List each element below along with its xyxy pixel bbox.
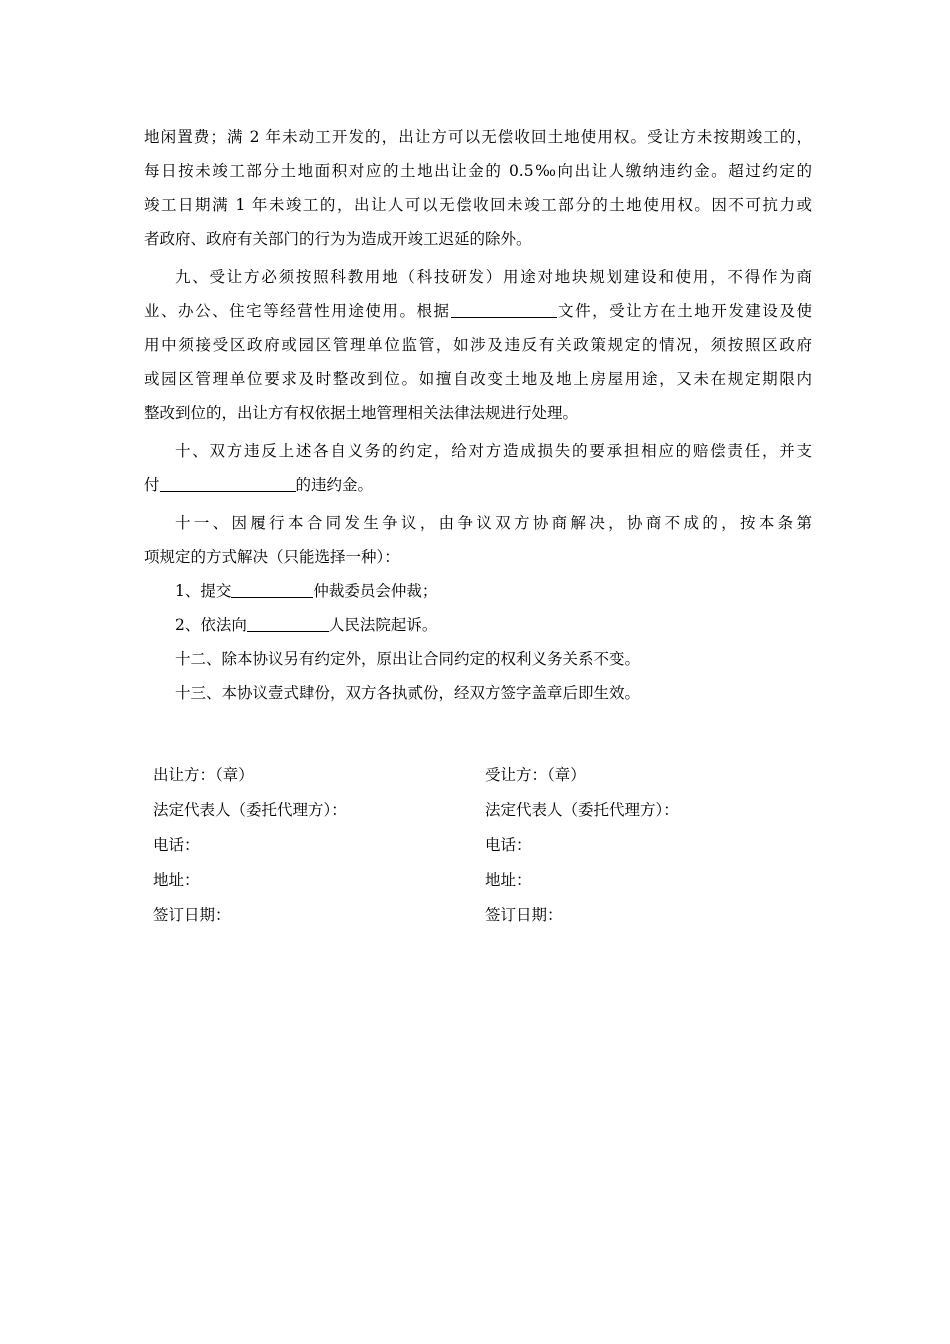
arbitration-option-text: 1、提交 bbox=[175, 582, 232, 600]
article-9-text-after: 文件，受让方在土地开发建设及使 bbox=[556, 302, 812, 320]
transferor-phone-label: 电话： bbox=[153, 836, 200, 854]
article-12: 十二、除本协议另有约定外，原出让合同约定的权利义务关系不变。 bbox=[175, 650, 641, 668]
court-name-blank[interactable] bbox=[247, 615, 329, 632]
litigation-option-text-after: 人民法院起诉。 bbox=[328, 616, 438, 634]
article-8-line-4: 者政府、政府有关部门的行为为造成开竣工迟延的除外。 bbox=[144, 230, 532, 248]
signature-row-party bbox=[153, 758, 793, 793]
article-11-line-2: 项规定的方式解决（只能选择一种）： bbox=[144, 548, 400, 566]
signature-block bbox=[153, 758, 793, 933]
transferee-date-label: 签订日期： bbox=[485, 906, 563, 924]
article-9-line-5: 整改到位的，出让方有权依据土地管理相关法律法规进行处理。 bbox=[144, 404, 579, 422]
transferor-seal-label: 出让方：（章） bbox=[153, 766, 254, 784]
transferee-phone-label: 电话： bbox=[485, 836, 532, 854]
article-10-line-1: 十、双方违反上述各自义务的约定，给对方造成损失的要承担相应的赔偿责任，并支 bbox=[175, 442, 812, 460]
litigation-option bbox=[144, 608, 812, 642]
document-name-blank[interactable] bbox=[451, 301, 557, 318]
transferee-seal-label: 受让方：（章） bbox=[485, 766, 586, 784]
article-9-line-2 bbox=[144, 294, 812, 328]
signature-row-date bbox=[153, 898, 793, 933]
transferee-representative-label: 法定代表人（委托代理方）： bbox=[485, 801, 679, 819]
article-10-text-after: 的违约金。 bbox=[295, 476, 374, 494]
article-11-line-1: 十一、因履行本合同发生争议，由争议双方协商解决，协商不成的，按本条第 bbox=[175, 514, 812, 532]
signature-row-representative bbox=[153, 793, 793, 828]
transferor-address-label: 地址： bbox=[153, 871, 200, 889]
transferor-representative-label: 法定代表人（委托代理方）： bbox=[153, 801, 347, 819]
article-9-text: 业、办公、住宅等经营性用途使用。根据 bbox=[144, 302, 451, 320]
article-9-line-1: 九、受让方必须按照科教用地（科技研发）用途对地块规划建设和使用，不得作为商 bbox=[175, 268, 812, 286]
arbitration-option-text-after: 仲裁委员会仲裁； bbox=[313, 582, 438, 600]
contract-body bbox=[144, 120, 812, 710]
article-9-line-3: 用中须接受区政府或园区管理单位监管，如涉及违反有关政策规定的情况，须按照区政府 bbox=[144, 336, 812, 354]
article-8-line-3: 竣工日期满 1 年未竣工的，出让人可以无偿收回未竣工部分的土地使用权。因不可抗力或 bbox=[144, 196, 812, 214]
arbitration-commission-blank[interactable] bbox=[231, 581, 313, 598]
arbitration-option bbox=[144, 574, 812, 608]
transferee-address-label: 地址： bbox=[485, 871, 532, 889]
transferor-date-label: 签订日期： bbox=[153, 906, 231, 924]
signature-row-phone bbox=[153, 828, 793, 863]
article-10-line-2 bbox=[144, 468, 812, 502]
article-8-line-1: 地闲置费；满 2 年未动工开发的，出让方可以无偿收回土地使用权。受让方未按期竣工的， bbox=[144, 128, 812, 146]
article-10-text: 付 bbox=[144, 476, 160, 494]
signature-row-address bbox=[153, 863, 793, 898]
article-13: 十三、本协议壹式肆份，双方各执贰份，经双方签字盖章后即生效。 bbox=[175, 684, 641, 702]
article-9-line-4: 或园区管理单位要求及时整改到位。如擅自改变土地及地上房屋用途，又未在规定期限内 bbox=[144, 370, 812, 388]
litigation-option-text: 2、依法向 bbox=[175, 616, 247, 634]
article-8-line-2: 每日按未竣工部分土地面积对应的土地出让金的 0.5‰向出让人缴纳违约金。超过约定的 bbox=[144, 162, 812, 180]
penalty-amount-blank[interactable] bbox=[160, 475, 296, 492]
